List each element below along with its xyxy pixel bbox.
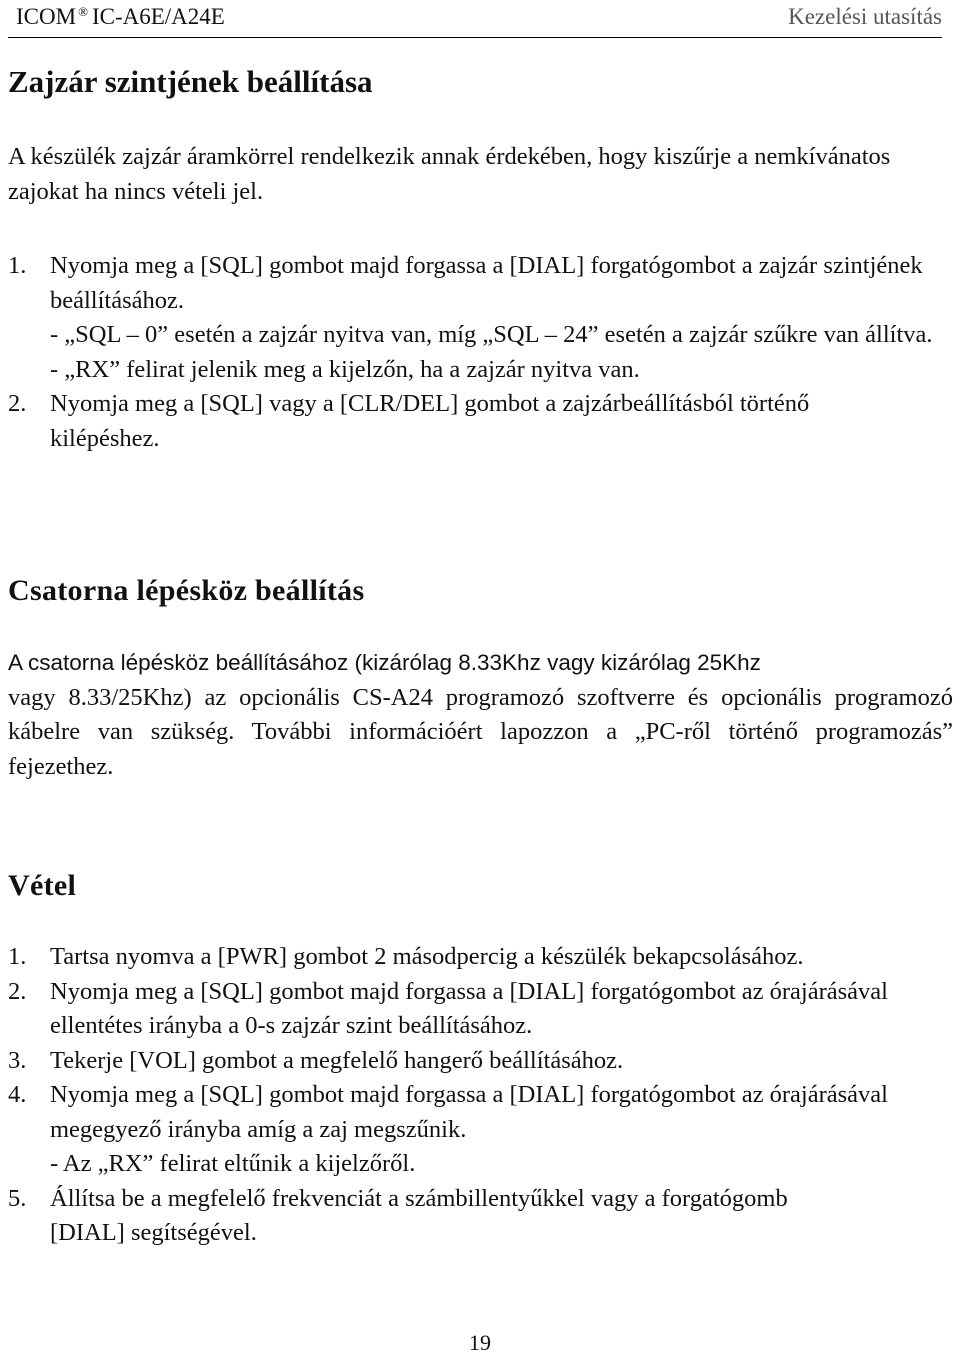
reception-heading: Vétel: [8, 869, 77, 902]
channel-heading: Csatorna lépésköz beállítás: [8, 574, 365, 607]
step-text: Nyomja meg a [SQL] vagy a [CLR/DEL] gombot a zajzárbeállításból történő kilépéshez.: [50, 390, 810, 452]
squelch-heading: Zajzár szintjének beállítása: [8, 64, 373, 99]
channel-body: [8, 646, 953, 784]
step-number: 2.: [8, 390, 27, 417]
squelch-steps: [8, 249, 948, 456]
squelch-step-2: [8, 387, 948, 456]
reception-step-1: [8, 940, 948, 975]
step-note-sql-levels: - „SQL – 0” esetén a zajzár nyitva van, míg „SQL – 24” esetén a zajzár szűkre van állítva.: [50, 321, 933, 348]
squelch-step-1: [8, 249, 948, 387]
header-title: Kezelési utasítás: [788, 4, 942, 29]
step-number: 4.: [8, 1081, 27, 1108]
step-text: Állítsa be a megfelelő frekvenciát a számbillentyűkkel vagy a forgatógomb [DIAL] segítségével.: [50, 1184, 788, 1246]
reception-steps: [8, 940, 948, 1251]
step-note-rx-off: - Az „RX” felirat eltűnik a kijelzőről.: [50, 1150, 416, 1177]
page-header: [8, 0, 942, 38]
step-number: 3.: [8, 1046, 27, 1074]
header-brand: ICOM: [16, 4, 77, 29]
step-text: Nyomja meg a [SQL] gombot majd forgassa a [DIAL] forgatógombot a zajzár szintjének beállításához.: [50, 252, 923, 314]
step-text: Nyomja meg a [SQL] gombot majd forgassa a [DIAL] forgatógombot az órajárásával megegyező irányba amíg a zaj megszűnik.: [50, 1081, 888, 1143]
registered-mark: ®: [78, 4, 88, 19]
step-number: 1.: [8, 943, 27, 970]
reception-step-5: [8, 1182, 948, 1251]
channel-line-1: A csatorna lépésköz beállításához (kizárólag 8.33Khz vagy kizárólag 25Khz: [8, 650, 761, 675]
step-number: 1.: [8, 252, 27, 279]
squelch-intro: A készülék zajzár áramkörrel rendelkezik annak érdekében, hogy kiszűrje a nemkívánatos zajokat ha nincs vételi jel.: [8, 143, 891, 205]
reception-step-4: [8, 1078, 948, 1182]
header-model: IC-A6E/A24E: [91, 4, 225, 29]
step-number: 5.: [8, 1184, 27, 1212]
step-text: Tartsa nyomva a [PWR] gombot 2 másodpercig a készülék bekapcsolásához.: [50, 943, 804, 970]
reception-step-3: [8, 1044, 948, 1079]
step-note-rx: - „RX” felirat jelenik meg a kijelzőn, ha a zajzár nyitva van.: [50, 355, 640, 383]
reception-step-2: [8, 975, 948, 1044]
header-brand-model: [16, 4, 225, 30]
channel-line-rest: vagy 8.33/25Khz) az opcionális CS-A24 programozó szoftverre és opcionális programozó kábelre van szükség. További információért lapozzon a „PC-ről történő programozás” fejezethez.: [8, 683, 953, 780]
step-text: Tekerje [VOL] gombot a megfelelő hangerő beállításához.: [50, 1046, 624, 1074]
page-number: 19: [469, 1330, 491, 1355]
step-number: 2.: [8, 977, 27, 1005]
step-text: Nyomja meg a [SQL] gombot majd forgassa a [DIAL] forgatógombot az órajárásával ellentétes irányba a 0-s zajzár szint beállításához.: [50, 977, 888, 1039]
